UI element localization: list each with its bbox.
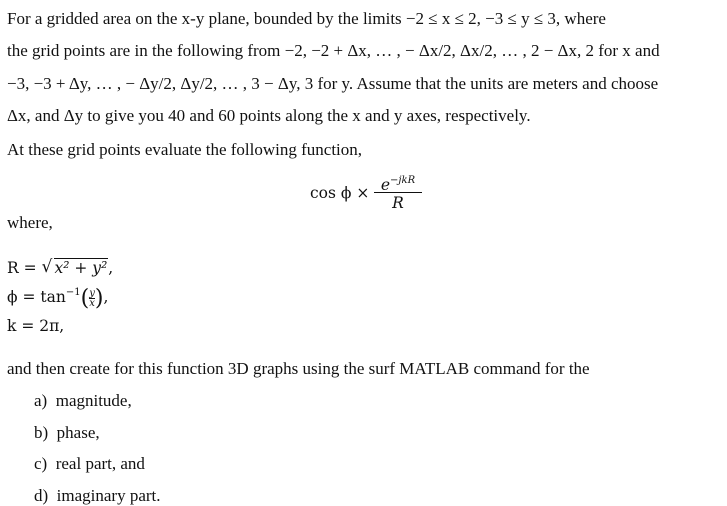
list-text: phase, — [56, 423, 100, 442]
sqrt-radicand: x² + y² — [54, 259, 108, 277]
fraction-numerator — [372, 170, 424, 192]
function-lead: cos ϕ × — [310, 184, 370, 202]
left-paren-icon: ( — [80, 286, 90, 311]
numerator-base: e — [380, 176, 391, 194]
paragraph-1-line-3: −3, −3 + Δy, … , − Δy/2, Δy/2, … , 3 − Δy, 3 for y. Assume that the units are meters and choose — [7, 74, 659, 93]
phi-tail: , — [103, 288, 109, 306]
sqrt-expression — [42, 259, 109, 277]
list-item — [34, 423, 100, 443]
fraction-denominator: R — [392, 194, 404, 212]
paragraph-2: At these grid points evaluate the following function, — [7, 140, 363, 159]
sqrt-sign-icon: √ — [41, 257, 53, 277]
phi-denominator: x — [89, 297, 95, 309]
function-fraction — [372, 170, 424, 213]
list-marker: b) — [34, 423, 49, 442]
function-expression — [308, 170, 428, 218]
phi-numerator: y — [89, 287, 95, 299]
paragraph-1-line-4: Δx, and Δy to give you 40 and 60 points along the x and y axes, respectively. — [7, 106, 531, 125]
definition-phi — [7, 286, 108, 311]
list-marker: d) — [34, 486, 49, 505]
list-item — [34, 486, 161, 506]
list-marker: c) — [34, 454, 48, 473]
list-text: real part, and — [55, 454, 145, 473]
list-item — [34, 391, 132, 411]
list-text: imaginary part. — [56, 486, 161, 505]
phi-lhs: ϕ = tan — [7, 288, 66, 306]
r-lhs: R = — [7, 259, 42, 277]
list-item — [34, 454, 145, 474]
paragraph-1-line-1: For a gridded area on the x-y plane, bounded by the limits −2 ≤ x ≤ 2, −3 ≤ y ≤ 3, where — [7, 9, 606, 28]
paragraph-1-line-2: the grid points are in the following from −2, −2 + Δx, … , − Δx/2, Δx/2, … , 2 − Δx, 2 for x and — [7, 41, 660, 60]
list-marker: a) — [34, 391, 48, 410]
r-tail: , — [108, 259, 114, 277]
right-paren-icon: ) — [94, 286, 104, 311]
list-text: magnitude, — [55, 391, 132, 410]
definition-r — [7, 259, 113, 277]
where-label: where, — [7, 213, 53, 232]
paragraph-3: and then create for this function 3D graphs using the surf MATLAB command for the — [7, 359, 590, 378]
definition-k: k = 2π, — [7, 317, 65, 335]
phi-exponent: −1 — [65, 287, 81, 298]
numerator-exponent: −jkR — [390, 175, 416, 186]
